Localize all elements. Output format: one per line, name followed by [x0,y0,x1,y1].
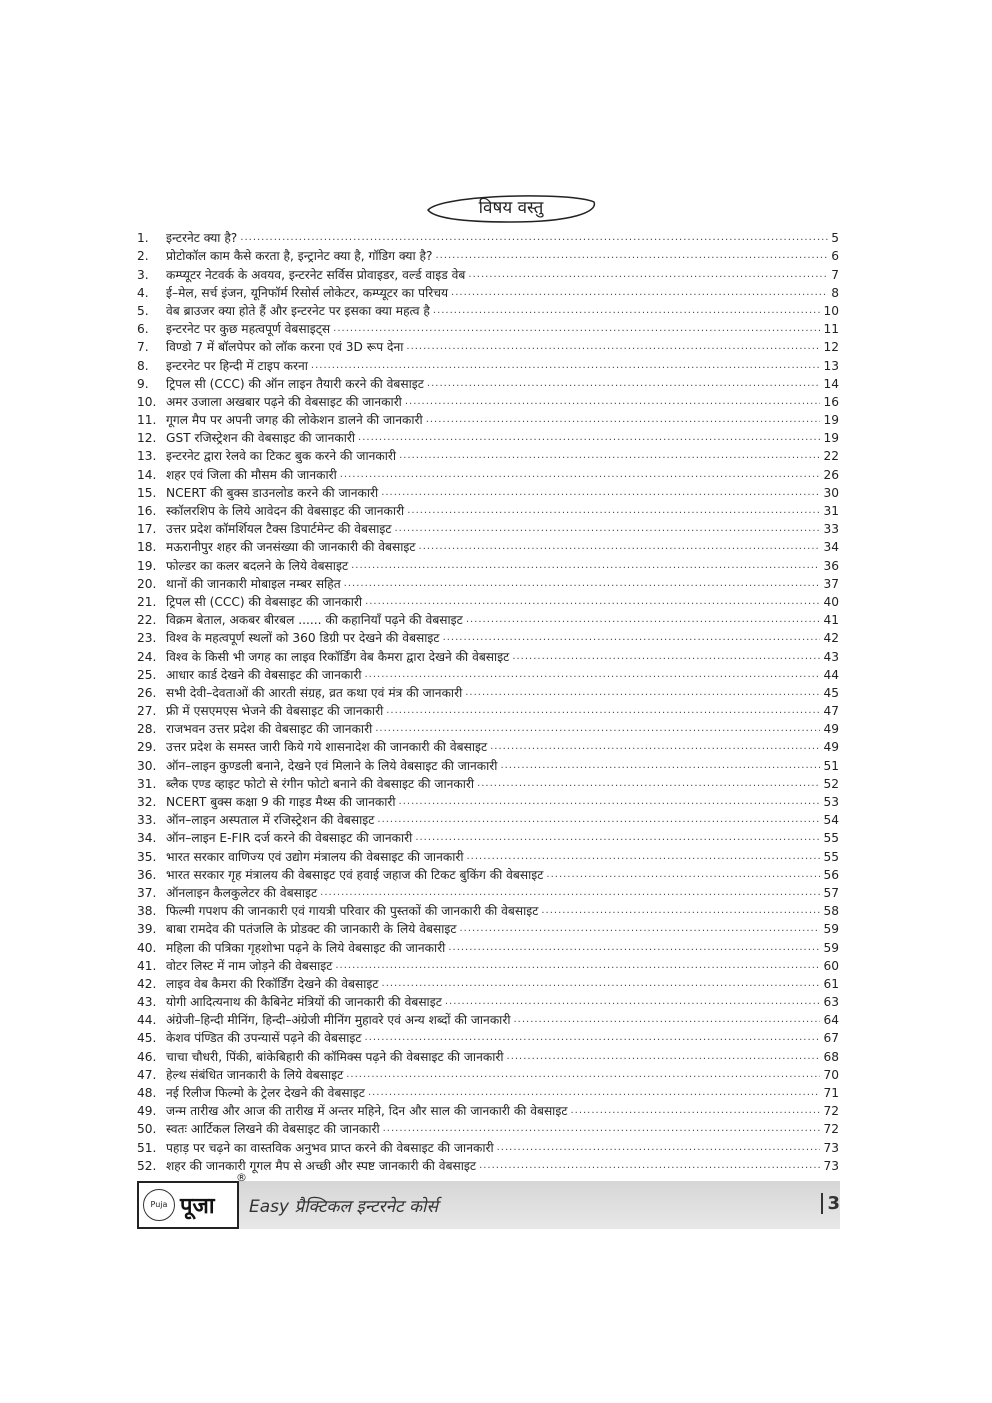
entry-title: NCERT बुक्स कक्षा 9 की गाइड मैथ्स की जानकारी [166,795,396,809]
toc-entry[interactable] [137,520,839,538]
entry-title: केशव पंण्डित की उपन्यासें पढ़ने की वेबसाइट [166,1031,362,1046]
dot-leader [335,957,820,975]
entry-title: इन्टरनेट पर हिन्दी में टाइप करना [166,358,308,373]
entry-page: 14 [823,376,839,391]
entry-number: 19. [137,558,157,573]
entry-title: मऊरानीपुर शहर की जनसंख्या की जानकारी की वेबसाइट [166,540,416,555]
dot-leader [368,1084,821,1102]
entry-title: पहाड़ पर चढ़ने का वास्तविक अनुभव प्राप्त करने की वेबसाइट की जानकारी [166,1140,494,1155]
toc-entry[interactable] [137,920,839,938]
toc-entry[interactable] [137,320,839,338]
entry-number: 38. [137,904,157,919]
toc-entry[interactable] [137,975,839,993]
entry-number: 34. [137,831,157,846]
toc-entry[interactable] [137,229,839,247]
toc-entry[interactable] [137,938,839,956]
entry-page: 67 [823,1031,839,1046]
toc-entry[interactable] [137,756,839,774]
entry-page: 16 [823,394,839,409]
entry-title: कम्प्यूटर नेटवर्क के अवयव, इन्टरनेट सर्विस प्रोवाइडर, वर्ल्ड वाइड वेब [166,267,466,282]
entry-number: 21. [137,594,157,609]
entry-page: 7 [831,267,839,282]
entry-number: 47. [137,1067,157,1082]
entry-title: नई रिलीज फिल्मो के ट्रेलर देखने की वेबसाइट [166,1086,365,1100]
entry-number: 33. [137,813,157,828]
entry-title: राजभवन उत्तर प्रदेश की वेबसाइट की जानकारी [166,722,373,737]
dot-leader [399,447,820,465]
dot-leader [477,775,820,793]
logo-text: पूजा [180,1193,215,1219]
toc-entry[interactable] [137,411,839,429]
entry-page: 61 [823,976,839,991]
dot-leader [407,502,820,520]
dot-leader [358,429,820,447]
entry-page: 6 [831,249,839,264]
entry-title: इन्टरनेट पर कुछ महत्वपूर्ण वेबसाइट्स [166,322,331,337]
entry-number: 25. [137,667,157,682]
entry-number: 46. [137,1049,157,1064]
entry-number: 3. [137,267,149,282]
toc-entry[interactable] [137,884,839,902]
entry-page: 19 [823,431,839,446]
entry-page: 55 [823,849,839,864]
entry-page: 31 [823,504,839,518]
entry-number: 35. [137,849,157,864]
entry-page: 13 [823,358,839,373]
entry-number: 51. [137,1140,157,1155]
entry-title: स्कॉलरशिप के लिये आवेदन की वेबसाइट की जानकारी [166,504,405,518]
entry-title: विक्रम बेताल, अकबर बीरबल ...... की कहानियाँ पढ़ने की वेबसाइट [166,613,463,628]
dot-leader [427,375,821,393]
entry-number: 44. [137,1013,157,1028]
entry-number: 29. [137,740,157,755]
dot-leader [365,593,820,611]
entry-page: 52 [823,776,839,791]
entry-number: 18. [137,540,157,555]
entry-title: फ्री में एसएमएस भेजने की वेबसाइट की जानकारी [166,704,384,719]
entry-number: 11. [137,413,157,428]
dot-leader [500,757,820,775]
entry-page: 63 [823,995,839,1010]
dot-leader [512,648,820,666]
toc-entry[interactable] [137,1120,839,1138]
entry-title: वेब ब्राउजर क्या होते हैं और इन्टरनेट पर इसका क्या महत्व है [166,303,430,318]
dot-leader [570,1102,820,1120]
dot-leader [546,866,820,884]
entry-number: 15. [137,485,157,500]
entry-title: आधार कार्ड देखने की वेबसाइट की जानकारी [166,667,362,682]
entry-number: 12. [137,431,157,446]
entry-page: 73 [823,1158,839,1173]
entry-page: 49 [823,740,839,755]
dot-leader [497,1139,821,1157]
entry-number: 45. [137,1031,157,1046]
entry-number: 10. [137,394,157,409]
toc-entry[interactable] [137,393,839,411]
dot-leader [240,229,828,247]
toc-entry[interactable] [137,775,839,793]
entry-number: 16. [137,504,157,518]
entry-title: जन्म तारीख और आज की तारीख में अन्तर महिने, दिन और साल की जानकारी की वेबसाइट [166,1104,568,1119]
dot-leader [351,557,820,575]
entry-title: वोटर लिस्ट में नाम जोड़ने की वेबसाइट [166,958,333,973]
dot-leader [386,702,820,720]
entry-title: ब्लैक एण्ड व्हाइट फोटो से रंगीन फोटो बनाने की वेबसाइट की जानकारी [166,776,475,791]
entry-number: 43. [137,995,157,1010]
entry-page: 26 [823,467,839,482]
entry-number: 6. [137,322,149,337]
toc-entry[interactable] [137,666,839,684]
dot-leader [405,393,821,411]
entry-number: 40. [137,940,157,955]
entry-number: 8. [137,358,149,373]
toc-entry[interactable] [137,629,839,647]
entry-number: 5. [137,303,149,318]
entry-title: महिला की पत्रिका गृहशोभा पढ़ने के लिये वेबसाइट की जानकारी [166,940,446,955]
entry-title: ट्रिपल सी (CCC) की वेबसाइट की जानकारी [166,594,363,609]
entry-number: 50. [137,1122,157,1137]
entry-title: बाबा रामदेव की पतंजलि के प्रोडक्ट की जानकारी के लिये वेबसाइट [166,922,457,937]
entry-page: 34 [823,540,839,555]
dot-leader [333,320,820,338]
entry-page: 72 [823,1122,839,1137]
dot-leader [467,848,821,866]
toc-entry[interactable] [137,829,839,847]
dot-leader [399,793,821,811]
entry-page: 30 [823,485,839,500]
entry-title: ऑन–लाइन E-FIR दर्ज करने की वेबसाइट की जानकारी [166,831,413,846]
toc-entry[interactable] [137,720,839,738]
toc-entry[interactable] [137,1047,839,1065]
entry-number: 14. [137,467,157,482]
entry-number: 49. [137,1104,157,1119]
entry-page: 70 [823,1067,839,1082]
dot-leader [415,829,820,847]
entry-page: 57 [823,885,839,900]
entry-page: 54 [823,813,839,828]
dot-leader [433,302,821,320]
entry-number: 30. [137,758,157,773]
toc-entry[interactable] [137,465,839,483]
entry-number: 39. [137,922,157,937]
entry-page: 56 [823,867,839,882]
page-title: विषय वस्तु [478,198,544,218]
entry-title: अमर उजाला अखबार पढ़ने की वेबसाइट की जानकारी [166,394,402,409]
entry-title: शहर एवं जिला की मौसम की जानकारी [166,467,337,482]
entry-title: योगी आदित्यनाथ की कैबिनेट मंत्रियों की जानकारी की वेबसाइट [166,995,442,1010]
entry-number: 27. [137,704,157,719]
entry-page: 45 [823,685,839,700]
entry-page: 72 [823,1104,839,1119]
toc-entry[interactable] [137,265,839,283]
dot-leader [426,411,821,429]
dot-leader [383,1120,821,1138]
dot-leader [466,611,821,629]
dot-leader [419,538,821,556]
entry-title: प्रोटोकॉल काम कैसे करता है, इन्ट्रानेट क्या है, गॉडिग क्या है? [166,249,433,264]
toc-entry[interactable] [137,302,839,320]
dot-leader [340,466,821,484]
entry-page: 8 [831,285,839,300]
entry-page: 51 [823,758,839,773]
entry-page: 49 [823,722,839,737]
entry-page: 42 [823,631,839,646]
entry-page: 41 [823,613,839,628]
entry-title: ऑनलाइन कैलकुलेटर की वेबसाइट [166,885,318,900]
entry-page: 36 [823,558,839,573]
toc-entry[interactable] [137,284,839,302]
entry-page: 73 [823,1140,839,1155]
toc-entry[interactable] [137,484,839,502]
dot-leader [375,720,820,738]
table-of-contents [137,229,839,1175]
entry-number: 32. [137,795,157,809]
toc-entry[interactable] [137,1011,839,1029]
entry-title: ट्रिपल सी (CCC) की ऑन लाइन तैयारी करने की वेबसाइट [166,376,424,391]
entry-number: 41. [137,958,157,973]
entry-page: 11 [823,322,839,337]
entry-title: फिल्मी गपशप की जानकारी एवं गायत्री परिवार की पुस्तकों की जानकारी की वेबसाइट [166,904,539,919]
toc-entry[interactable] [137,793,839,811]
dot-leader [394,520,820,538]
dot-leader [448,939,820,957]
toc-entry[interactable] [137,611,839,629]
entry-page: 37 [823,576,839,591]
entry-title: गूगल मैप पर अपनी जगह की लोकेशन डालने की जानकारी [166,413,423,428]
entry-title: इन्टरनेट क्या है? [166,231,238,246]
entry-title: भारत सरकार गृह मंत्रालय की वेबसाइट एवं हवाई जहाज की टिकट बुकिंग की वेबसाइट [166,867,544,882]
toc-entry[interactable] [137,993,839,1011]
logo-badge: Puja [143,1189,175,1221]
entry-title: विश्व के महत्वपूर्ण स्थलों को 360 डिग्री पर देखने की वेबसाइट [166,631,440,646]
entry-title: ई–मेल, सर्च इंजन, यूनिफॉर्म रिसोर्स लोकेटर, कम्प्यूटर का परिचय [166,285,449,300]
entry-page: 44 [823,667,839,682]
entry-number: 31. [137,776,157,791]
dot-leader [346,1066,820,1084]
entry-page: 60 [823,958,839,973]
toc-entry[interactable] [137,1138,839,1156]
entry-number: 52. [137,1158,157,1173]
entry-title: स्वतः आर्टिकल लिखने की वेबसाइट की जानकारी [166,1122,380,1137]
toc-entry[interactable] [137,647,839,665]
dot-leader [365,666,821,684]
dot-leader [541,902,820,920]
entry-page: 55 [823,831,839,846]
entry-number: 23. [137,631,157,646]
entry-title: फोल्डर का कलर बदलने के लिये वेबसाइट [166,558,349,573]
entry-number: 28. [137,722,157,737]
toc-entry[interactable] [137,811,839,829]
toc-entry[interactable] [137,338,839,356]
entry-title: उत्तर प्रदेश कॉमर्शियल टैक्स डिपार्टमेन्ट की वेबसाइट [166,522,392,537]
entry-title: विश्व के किसी भी जगह का लाइव रिकॉर्डिंग वेब कैमरा द्वारा देखने की वेबसाइट [166,649,510,664]
page-footer [137,1170,840,1229]
toc-entry[interactable] [137,1102,839,1120]
dot-leader [465,684,820,702]
entry-number: 7. [137,340,149,355]
dot-leader [365,1029,821,1047]
entry-number: 42. [137,976,157,991]
entry-number: 20. [137,576,157,591]
entry-title: उत्तर प्रदेश के समस्त जारी किये गये शासनादेश की जानकारी की वेबसाइट [166,740,488,755]
dot-leader [320,884,820,902]
entry-page: 59 [823,940,839,955]
entry-title: विण्डो 7 में बॉलपेपर को लॉक करना एवं 3D रूप देना [166,340,404,355]
toc-entry[interactable] [137,1066,839,1084]
toc-entry[interactable] [137,575,839,593]
dot-leader [377,811,820,829]
page-number: 3 [821,1193,840,1214]
toc-entry[interactable] [137,847,839,865]
entry-title: भारत सरकार वाणिज्य एवं उद्योग मंत्रालय की वेबसाइट की जानकारी [166,849,464,864]
dot-leader [479,1157,820,1175]
entry-page: 12 [823,340,839,355]
toc-entry[interactable] [137,1084,839,1102]
dot-leader [513,1011,820,1029]
entry-title: चाचा चौधरी, पिंकी, बांकेबिहारी की कॉमिक्स पढ़ने की वेबसाइट की जानकारी [166,1049,504,1064]
toc-entry[interactable] [137,1029,839,1047]
dot-leader [406,338,820,356]
entry-page: 43 [823,649,839,664]
entry-page: 22 [823,449,839,464]
dot-leader [490,738,820,756]
entry-number: 17. [137,522,157,537]
toc-entry[interactable] [137,538,839,556]
toc-entry[interactable] [137,593,839,611]
toc-heading [422,190,600,224]
entry-page: 5 [831,231,839,246]
dot-leader [381,484,820,502]
entry-title: शहर की जानकारी गूगल मैप से अच्छी और स्पष्ट जानकारी की वेबसाइट [166,1158,477,1173]
entry-number: 22. [137,613,157,628]
entry-page: 40 [823,594,839,609]
toc-entry[interactable] [137,429,839,447]
entry-title: थानों की जानकारी मोबाइल नम्बर सहित [166,576,341,591]
toc-entry[interactable] [137,247,839,265]
entry-page: 47 [823,704,839,719]
dot-leader [451,284,828,302]
dot-leader [344,575,821,593]
entry-number: 36. [137,867,157,882]
dot-leader [382,975,821,993]
entry-number: 24. [137,649,157,664]
entry-title: इन्टरनेट द्वारा रेलवे का टिकट बुक करने की जानकारी [166,449,397,464]
entry-title: GST रजिस्ट्रेशन की वेबसाइट की जानकारी [166,431,356,446]
dot-leader [507,1048,821,1066]
entry-page: 68 [823,1049,839,1064]
course-title: Easy प्रैक्टिकल इन्टरनेट कोर्स [249,1196,438,1217]
entry-page: 64 [823,1013,839,1028]
entry-page: 53 [823,795,839,809]
dot-leader [468,266,828,284]
entry-number: 4. [137,285,149,300]
entry-number: 2. [137,249,149,264]
entry-number: 1. [137,231,149,246]
entry-title: अंग्रेजी–हिन्दी मीनिंग, हिन्दी–अंग्रेजी मीनिंग मुहावरे एवं अन्य शब्दों की जानकारी [166,1013,511,1028]
entry-title: हेल्थ संबंधित जानकारी के लिये वेबसाइट [166,1067,344,1082]
entry-number: 26. [137,685,157,700]
toc-entry[interactable] [137,902,839,920]
entry-page: 71 [823,1086,839,1100]
dot-leader [435,247,828,265]
entry-number: 13. [137,449,157,464]
page-content [137,229,840,1229]
entry-page: 10 [823,303,839,318]
entry-page: 59 [823,922,839,937]
dot-leader [460,920,821,938]
toc-entry[interactable] [137,556,839,574]
entry-title: लाइव वेब कैमरा की रिकॉर्डिंग देखने की वेबसाइट [166,976,379,991]
toc-entry[interactable] [137,375,839,393]
entry-number: 37. [137,885,157,900]
entry-title: सभी देवी–देवताओं की आरती संग्रह, व्रत कथा एवं मंत्र की जानकारी [166,685,463,700]
toc-entry[interactable] [137,447,839,465]
toc-entry[interactable] [137,356,839,374]
entry-page: 33 [823,522,839,537]
entry-title: ऑन–लाइन अस्पताल में रजिस्ट्रेशन की वेबसाइट [166,813,375,828]
entry-title: ऑन–लाइन कुण्डली बनाने, देखने एवं मिलाने के लिये वेबसाइट की जानकारी [166,758,498,773]
toc-entry[interactable] [137,738,839,756]
toc-entry[interactable] [137,957,839,975]
registered-mark: ® [236,1170,247,1184]
entry-page: 19 [823,413,839,428]
toc-entry[interactable] [137,684,839,702]
toc-entry[interactable] [137,866,839,884]
toc-entry[interactable] [137,702,839,720]
entry-page: 58 [823,904,839,919]
dot-leader [311,357,821,375]
toc-entry[interactable] [137,502,839,520]
entry-number: 48. [137,1086,157,1100]
entry-title: NCERT की बुक्स डाउनलोड करने की जानकारी [166,485,379,500]
entry-number: 9. [137,376,149,391]
publisher-logo [137,1170,247,1229]
dot-leader [445,993,821,1011]
dot-leader [443,629,821,647]
